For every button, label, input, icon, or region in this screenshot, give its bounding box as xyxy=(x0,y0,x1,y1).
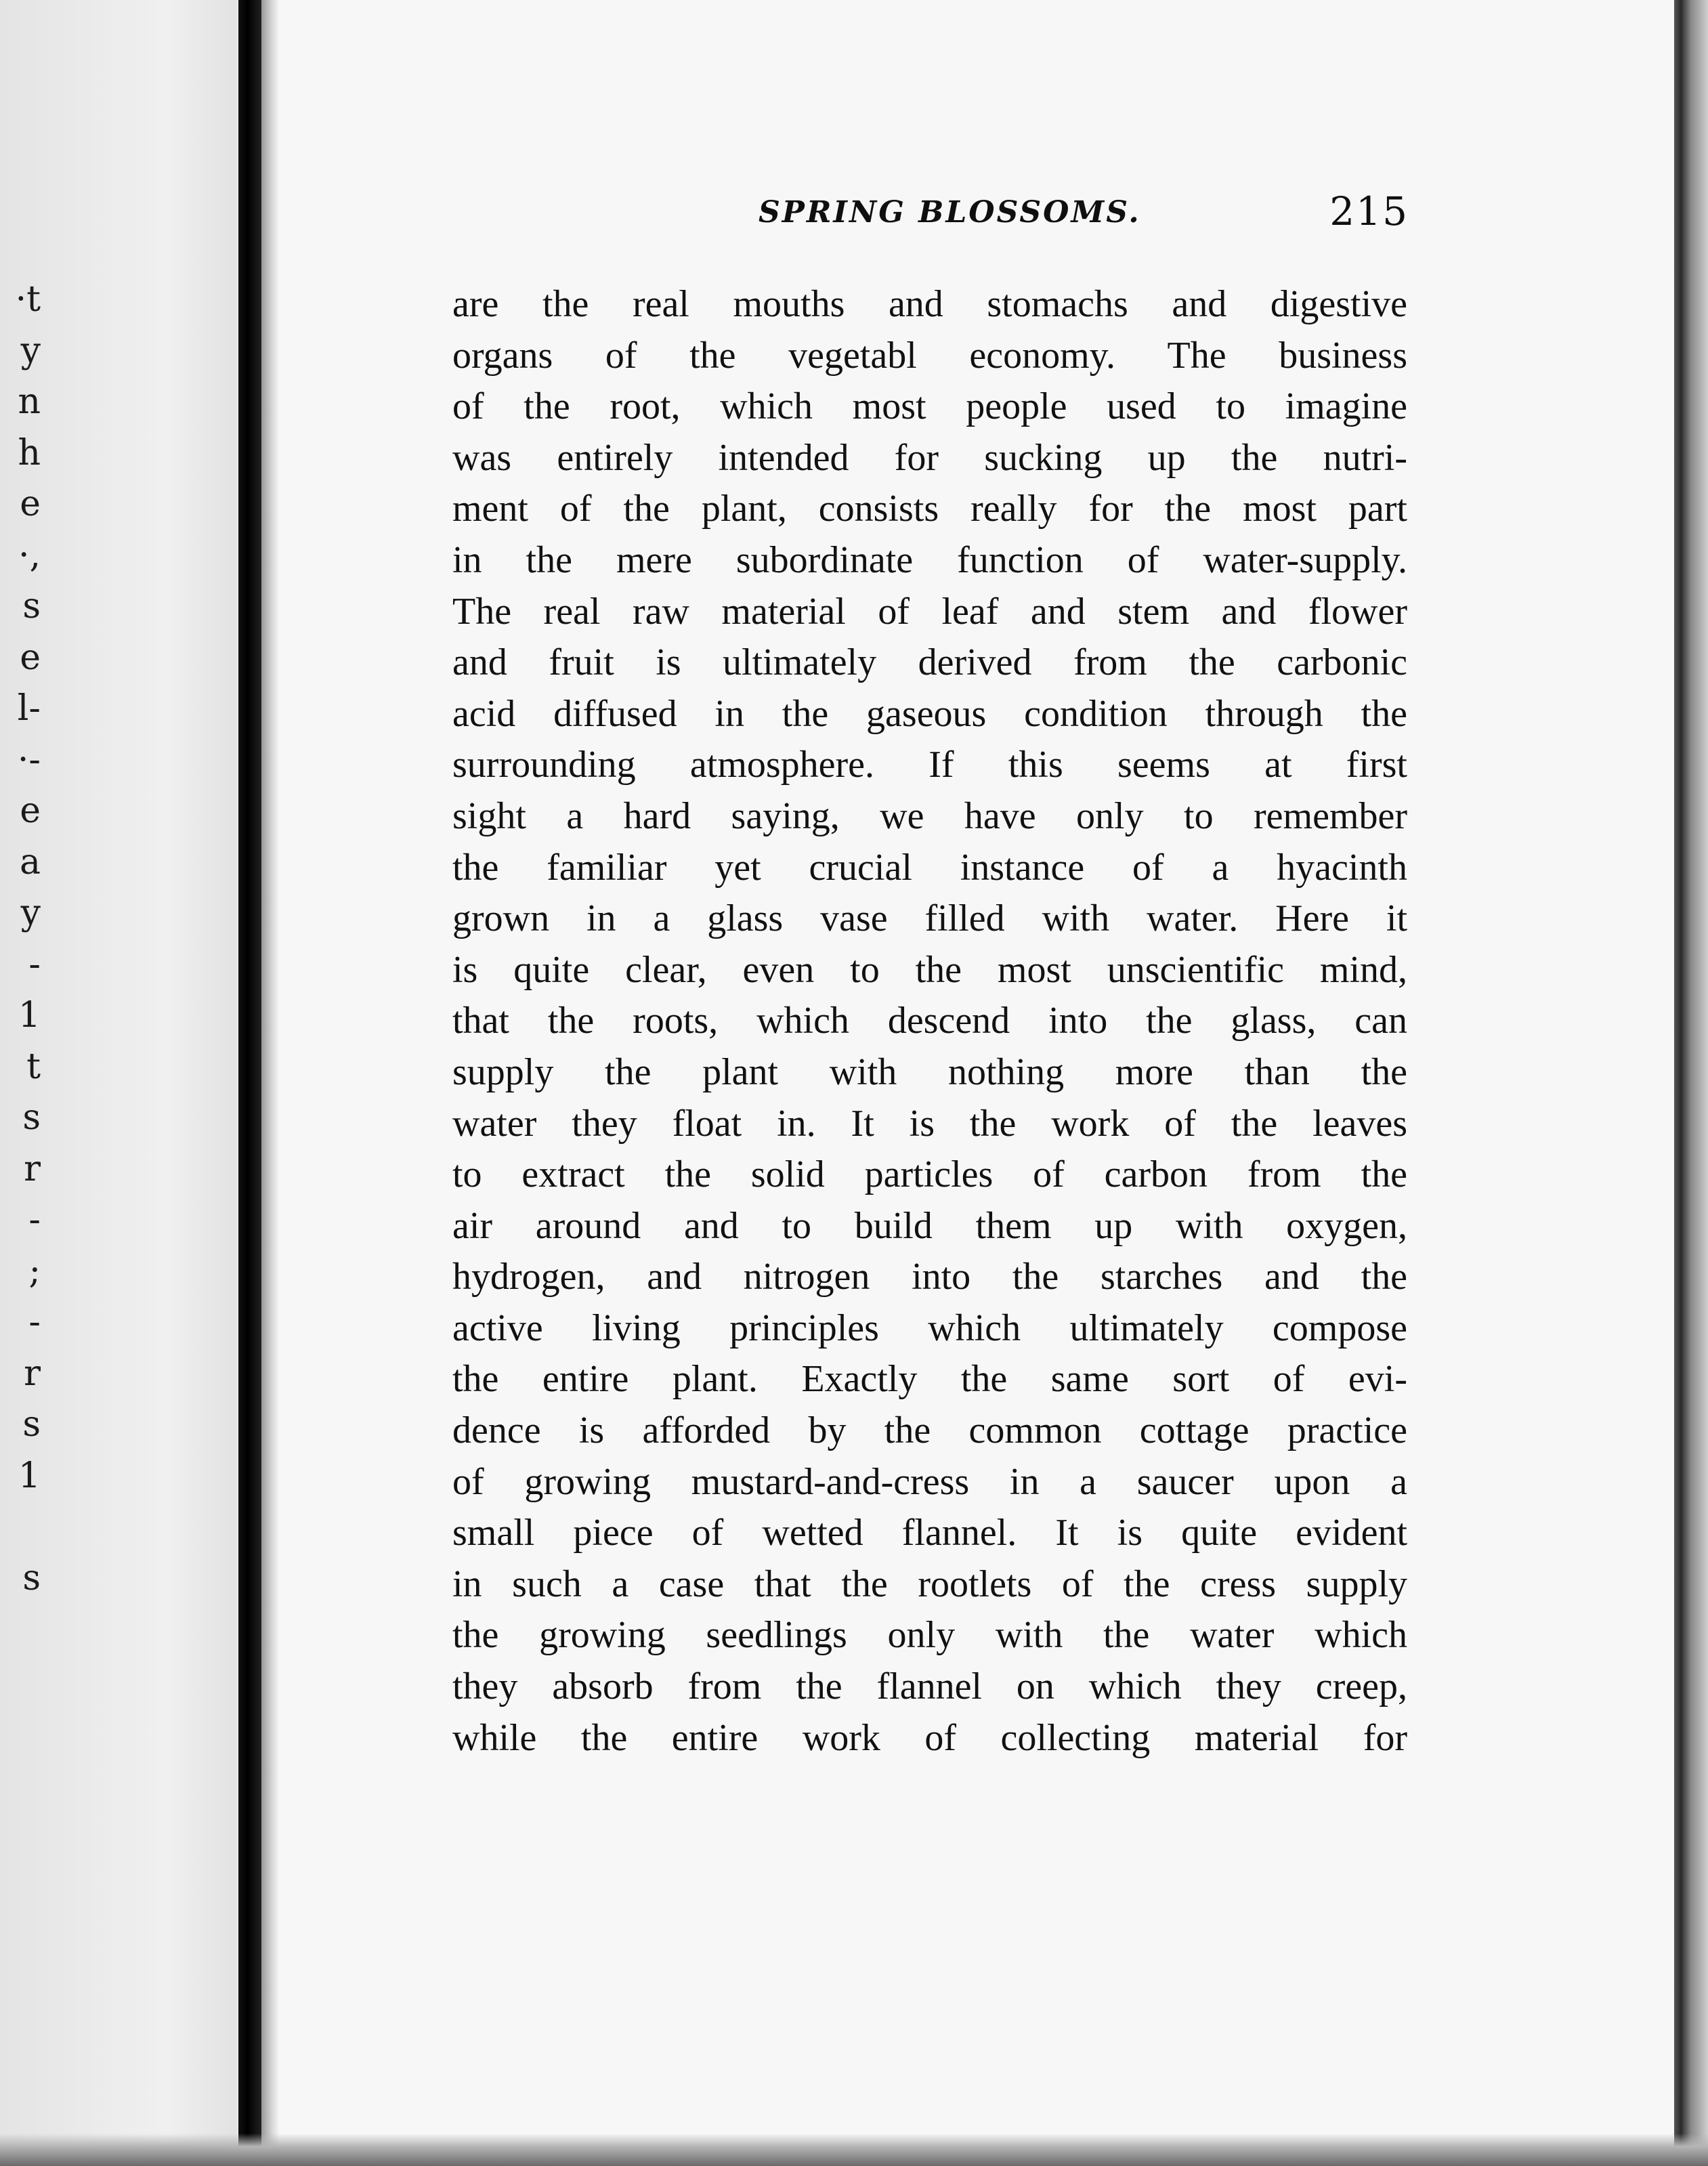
left-fragment xyxy=(0,1502,41,1553)
text-line: of growing mustard-and-cress in a saucer upon a xyxy=(452,1460,1407,1503)
left-fragment: 1 xyxy=(18,995,41,1036)
left-fragment: r xyxy=(24,1148,41,1189)
text-line: dence is afforded by the common cottage practice xyxy=(452,1409,1407,1452)
text-line: acid diffused in the gaseous condition through the xyxy=(452,692,1407,735)
left-fragment: t xyxy=(26,1046,41,1087)
text-line: in the mere subordinate function of water-supply. xyxy=(452,538,1407,581)
text-line: in such a case that the rootlets of the cress supply xyxy=(452,1563,1407,1605)
left-fragment: ·, xyxy=(18,534,41,576)
running-title: SPRING BLOSSOMS. xyxy=(759,195,1141,230)
text-line: was entirely intended for sucking up the nutri- xyxy=(452,436,1407,479)
text-line: hydrogen, and nitrogen into the starches and the xyxy=(452,1256,1407,1298)
text-line: grown in a glass vase filled with water. Here it xyxy=(452,897,1407,940)
text-line: is quite clear, even to the most unscientific mind, xyxy=(452,948,1407,991)
text-line: the entire plant. Exactly the same sort of evi- xyxy=(452,1358,1407,1401)
text-line: active living principles which ultimately compose xyxy=(452,1307,1407,1349)
left-fragment: s xyxy=(22,586,41,627)
text-line: to extract the solid particles of carbon from the xyxy=(452,1153,1407,1196)
text-line: and fruit is ultimately derived from the carbonic xyxy=(452,641,1407,684)
left-fragment: r xyxy=(24,1353,41,1394)
left-fragment: e xyxy=(20,790,41,831)
text-line: of the root, which most people used to imagine xyxy=(452,385,1407,428)
left-fragment: e xyxy=(20,484,41,524)
left-fragment: s xyxy=(22,1097,41,1138)
body-text xyxy=(452,279,1407,1764)
left-facing-page xyxy=(0,0,237,2166)
text-line: surrounding atmosphere. If this seems at first xyxy=(452,744,1407,786)
left-fragment: - xyxy=(28,943,41,985)
left-fragment xyxy=(0,1604,41,1655)
left-fragment: s xyxy=(22,1557,41,1598)
left-fragment: 1 xyxy=(18,1455,41,1496)
left-fragment: n xyxy=(18,381,41,422)
left-fragment: ; xyxy=(28,1250,41,1292)
left-fragment: y xyxy=(20,330,41,371)
left-fragment xyxy=(0,1706,41,1758)
text-line: organs of the vegetabl economy. The business xyxy=(452,334,1407,377)
text-line: that the roots, which descend into the glass, can xyxy=(452,1000,1407,1042)
left-fragment: ·- xyxy=(17,739,41,780)
left-fragment: s xyxy=(22,1404,41,1445)
text-line: sight a hard saying, we have only to remember xyxy=(452,794,1407,837)
left-fragment: - xyxy=(28,1302,41,1342)
text-line: the familiar yet crucial instance of a hyacinth xyxy=(452,846,1407,889)
page-number: 215 xyxy=(1329,188,1409,234)
text-line: the growing seedlings only with the water which xyxy=(452,1614,1407,1657)
gutter-shadow xyxy=(261,0,279,2166)
text-line: they absorb from the flannel on which they creep, xyxy=(452,1665,1407,1708)
left-fragment: y xyxy=(20,893,41,933)
text-line: supply the plant with nothing more than the xyxy=(452,1050,1407,1093)
page-bottom-edge xyxy=(0,2133,1708,2166)
text-line: are the real mouths and stomachs and digestive xyxy=(452,283,1407,325)
page-right-edge xyxy=(1674,0,1708,2166)
left-fragment xyxy=(0,1655,41,1707)
page-header xyxy=(759,188,1409,236)
text-line: while the entire work of collecting material for xyxy=(452,1716,1407,1759)
left-fragment: a xyxy=(19,841,41,883)
text-line: small piece of wetted flannel. It is quite evident xyxy=(452,1512,1407,1554)
binding-gutter xyxy=(238,0,261,2166)
left-page-fragments xyxy=(0,274,41,1758)
left-fragment: - xyxy=(28,1199,41,1240)
left-fragment: l- xyxy=(17,688,41,729)
left-fragment: ·t xyxy=(15,279,41,320)
text-line: air around and to build them up with oxygen, xyxy=(452,1204,1407,1247)
text-line: ment of the plant, consists really for the most part xyxy=(452,488,1407,530)
text-line: The real raw material of leaf and stem and flower xyxy=(452,590,1407,633)
left-fragment: e xyxy=(20,637,41,678)
left-fragment: h xyxy=(18,432,41,473)
text-line: water they float in. It is the work of the leaves xyxy=(452,1102,1407,1145)
